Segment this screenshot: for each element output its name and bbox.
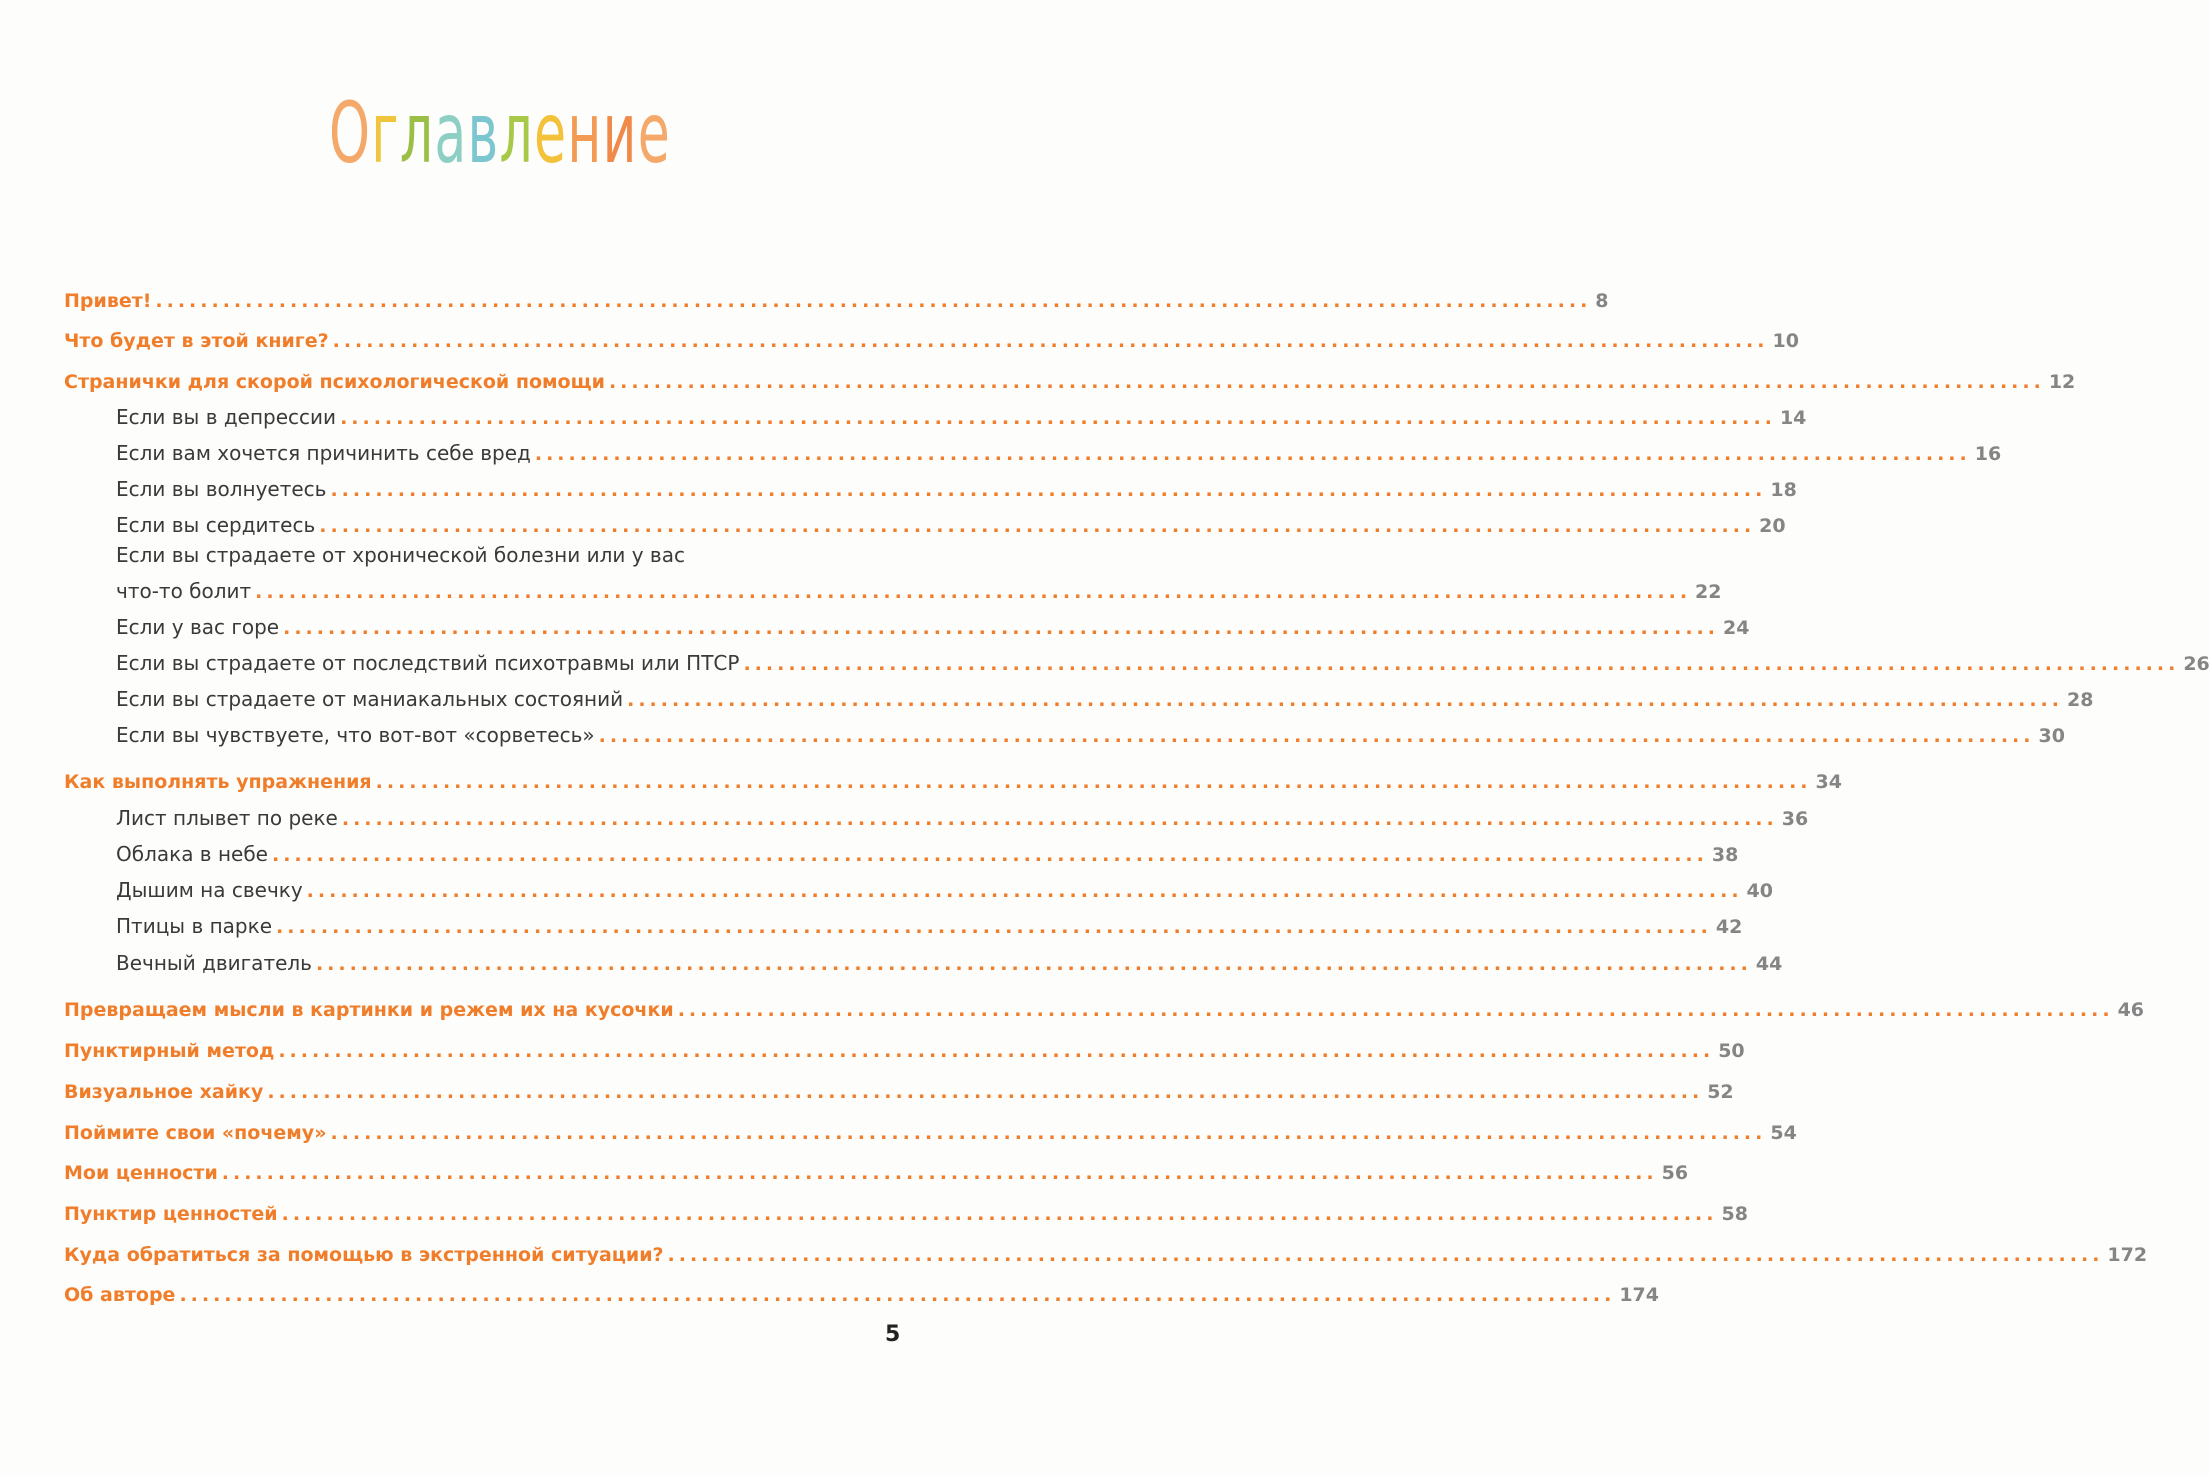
toc-entry-title: Пунктир ценностей (64, 1203, 278, 1225)
dot-leader: ................................................................................................................................ (315, 953, 1752, 975)
toc-page-number: 50 (1718, 1040, 1745, 1062)
title-letter: е (637, 84, 671, 182)
toc-entry-title: Лист плывет по реке (116, 806, 338, 830)
toc-entry-title: Превращаем мысли в картинки и режем их на кусочки (64, 999, 674, 1021)
page-number: 5 (885, 1322, 901, 1347)
dot-leader: ................................................................................................................................ (255, 581, 1692, 603)
toc-entry-title: Визуальное хайку (64, 1081, 264, 1103)
toc-page-number: 46 (2117, 999, 2145, 1021)
title-letter: л (499, 84, 535, 182)
toc-page-number: 44 (1755, 953, 1783, 975)
toc-page-number: 172 (2107, 1244, 2148, 1266)
toc-page-number: 26 (2183, 653, 2210, 675)
toc-entry-title: Если вы страдаете от последствий психотравмы или ПТСР (116, 651, 740, 675)
toc-entry-title: Облака в небе (116, 842, 268, 866)
toc-subentry[interactable] (116, 719, 2065, 747)
toc-page-number: 20 (1759, 515, 1786, 537)
toc-subentry[interactable] (116, 611, 1750, 639)
toc-entry[interactable] (64, 324, 1799, 352)
toc-entry-title: Если вы сердитесь (116, 513, 316, 537)
title-letter: л (399, 84, 435, 182)
toc-page-number: 28 (2066, 689, 2094, 711)
toc-entry-title: Если вы в депрессии (116, 405, 337, 429)
toc-entry[interactable] (64, 1197, 1748, 1225)
dot-leader: ................................................................................................................................ (221, 1162, 1658, 1184)
dot-leader: ................................................................................................................................ (598, 725, 2035, 747)
toc-entry-title: Странички для скорой психологической помощи (64, 371, 605, 393)
toc-subentry[interactable] (116, 802, 1809, 830)
dot-leader: ................................................................................................................................ (271, 844, 1708, 866)
dot-leader: ................................................................................................................................ (281, 1203, 1718, 1225)
toc-entry[interactable] (64, 1238, 2148, 1266)
dot-leader: ................................................................................................................................ (667, 1244, 2104, 1266)
toc-page-number: 18 (1770, 479, 1797, 501)
toc-entry[interactable] (64, 284, 1609, 312)
toc-page-number: 38 (1711, 844, 1739, 866)
toc-entry[interactable] (64, 1156, 1689, 1184)
toc-page-number: 56 (1661, 1162, 1689, 1184)
toc-page-number: 8 (1595, 290, 1609, 312)
toc-subentry[interactable] (116, 874, 1773, 902)
toc-entry-title: Если вы страдаете от маниакальных состояний (116, 687, 624, 711)
toc-entry[interactable] (64, 1034, 1745, 1062)
toc-entry-title: что-то болит (116, 579, 252, 603)
toc-entry[interactable] (64, 1075, 1734, 1103)
title-letter: н (567, 84, 603, 182)
dot-leader: ................................................................................................................................ (155, 290, 1592, 312)
dot-leader: ................................................................................................................................ (341, 808, 1778, 830)
toc-page-number: 12 (2048, 371, 2076, 393)
dot-leader: ................................................................................................................................ (179, 1284, 1616, 1306)
toc-subentry[interactable] (116, 509, 1786, 537)
toc-page-number: 58 (1721, 1203, 1748, 1225)
toc-page-number: 54 (1770, 1122, 1797, 1144)
dot-leader: ................................................................................................................................ (534, 443, 1971, 465)
dot-leader: ................................................................................................................................ (608, 371, 2045, 393)
toc-page-number: 24 (1722, 617, 1750, 639)
dot-leader: ................................................................................................................................ (319, 515, 1756, 537)
dot-leader: ................................................................................................................................ (375, 771, 1812, 793)
toc-subentry-title-line: Если вы страдаете от хронической болезни или у вас (116, 543, 685, 567)
toc-page-number: 40 (1746, 880, 1773, 902)
toc-entry-title: Куда обратиться за помощью в экстренной ситуации? (64, 1244, 664, 1266)
toc-subentry[interactable] (116, 683, 2094, 711)
toc-page-number: 16 (1974, 443, 2002, 465)
dot-leader: ................................................................................................................................ (332, 330, 1769, 352)
toc-entry-title: Об авторе (64, 1284, 176, 1306)
toc-page-number: 52 (1707, 1081, 1734, 1103)
toc-entry[interactable] (64, 765, 1842, 793)
toc-page-number: 30 (2038, 725, 2065, 747)
title-letter: О (329, 84, 372, 182)
toc-entry-title: Вечный двигатель (116, 951, 312, 975)
dot-leader: ................................................................................................................................ (267, 1081, 1704, 1103)
toc-entry-title: Что будет в этой книге? (64, 330, 329, 352)
toc-entry-title: Привет! (64, 290, 152, 312)
toc-page-number: 36 (1781, 808, 1809, 830)
toc-page-number: 10 (1772, 330, 1799, 352)
page-title (190, 78, 810, 188)
toc-entry[interactable] (64, 1116, 1797, 1144)
toc-entry-title: Дышим на свечку (116, 878, 303, 902)
toc-subentry[interactable] (116, 910, 1743, 938)
toc-entry[interactable] (64, 365, 2076, 393)
dot-leader: ................................................................................................................................ (677, 999, 2114, 1021)
toc-entry-title: Если вам хочется причинить себе вред (116, 441, 531, 465)
dot-leader: ................................................................................................................................ (283, 617, 1719, 639)
toc-subentry[interactable] (116, 647, 2210, 675)
toc-subentry[interactable] (116, 575, 1722, 603)
toc-subentry[interactable] (116, 401, 1807, 429)
toc-entry-title: Если вы чувствуете, что вот-вот «сорветесь» (116, 723, 595, 747)
title-letter: г (371, 84, 400, 182)
title-letter: а (434, 84, 468, 182)
toc-entry-title: Пунктирный метод (64, 1040, 275, 1062)
title-letter: и (602, 84, 638, 182)
dot-leader: ................................................................................................................................ (627, 689, 2063, 711)
toc-page-number: 174 (1619, 1284, 1659, 1306)
dot-leader: ................................................................................................................................ (306, 880, 1743, 902)
dot-leader: ................................................................................................................................ (278, 1040, 1715, 1062)
toc-subentry[interactable] (116, 473, 1797, 501)
title-letter: е (534, 84, 568, 182)
toc-page-number: 22 (1695, 581, 1722, 603)
toc-entry-title: Как выполнять упражнения (64, 771, 372, 793)
toc-page-number: 14 (1779, 407, 1807, 429)
toc-entry-title: Мои ценности (64, 1162, 218, 1184)
toc-entry-title: Если вы волнуетесь (116, 477, 327, 501)
toc-subentry[interactable] (116, 838, 1739, 866)
dot-leader: ................................................................................................................................ (330, 1122, 1767, 1144)
title-letter: в (467, 84, 500, 182)
toc-entry-title: Если у вас горе (116, 615, 280, 639)
dot-leader: ................................................................................................................................ (276, 916, 1712, 938)
dot-leader: ................................................................................................................................ (330, 479, 1767, 501)
dot-leader: ................................................................................................................................ (340, 407, 1776, 429)
toc-entry[interactable] (64, 1278, 1659, 1306)
toc-entry-title: Поймите свои «почему» (64, 1122, 327, 1144)
dot-leader: ................................................................................................................................ (743, 653, 2180, 675)
toc-subentry[interactable] (116, 947, 1783, 975)
toc-page-number: 34 (1815, 771, 1842, 793)
toc-page-number: 42 (1715, 916, 1743, 938)
toc-entry[interactable] (64, 993, 2145, 1021)
toc-entry-title: Птицы в парке (116, 914, 273, 938)
toc-subentry[interactable] (116, 437, 2002, 465)
